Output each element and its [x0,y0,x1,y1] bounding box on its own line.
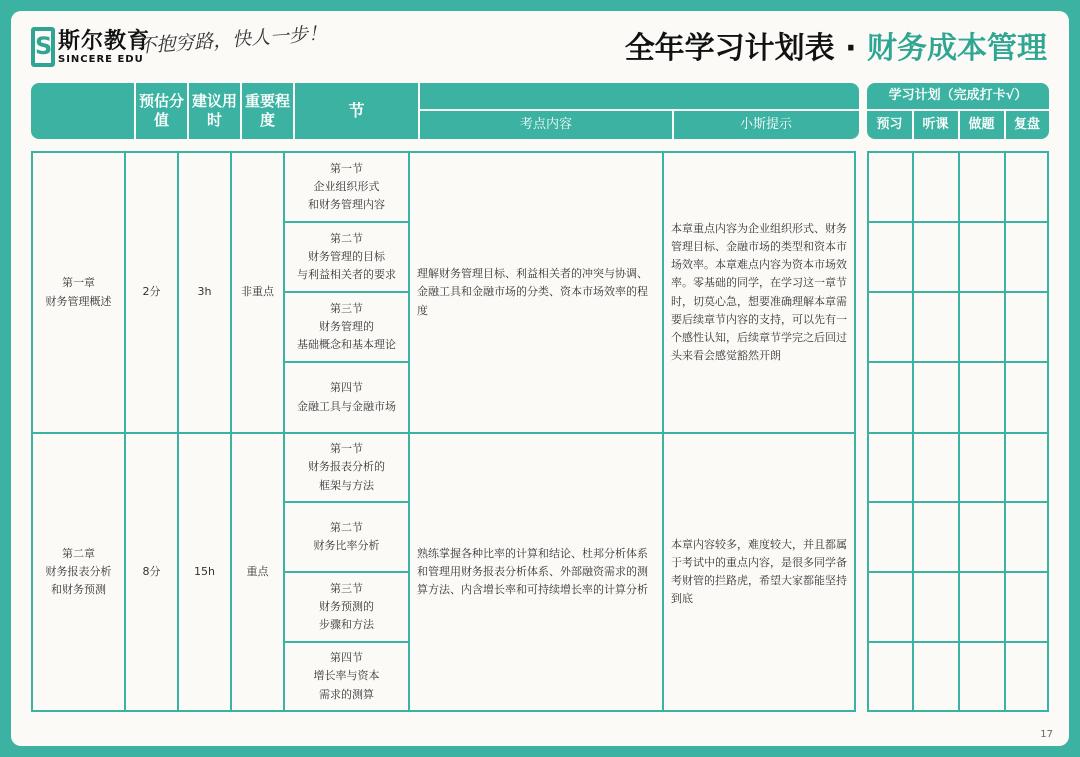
header-points: 考点内容 [519,116,572,132]
plan-checkbox-review[interactable] [1006,293,1047,361]
plan-checkbox-exercise[interactable] [960,643,1004,710]
logo-mark: S [31,27,55,67]
section-item: 第一节 企业组织形式 和财务管理内容 [308,161,385,212]
chapter-points: 熟练掌握各种比率的计算和结论、杜邦分析体系和管理用财务报表分析体系、外部融资需求的测算方法、内含增长率和可持续增长率的计算分析 [417,546,648,597]
plan-checkbox-review[interactable] [1006,573,1047,641]
table-header [31,83,859,139]
plan-checkbox-review[interactable] [1006,643,1047,710]
plan-checkbox-exercise[interactable] [960,153,1004,221]
plan-checkbox-lecture[interactable] [914,223,958,291]
plan-col-exercise: 做题 [968,116,995,132]
plan-checkbox-lecture[interactable] [914,643,958,710]
plan-checkbox-lecture[interactable] [914,293,958,361]
plan-checkbox-review[interactable] [1006,503,1047,571]
plan-checkbox-exercise[interactable] [960,363,1004,432]
header-score: 预估分值 [138,91,184,129]
brand-slogan: 不抱穷路，快人一步！ [136,22,328,58]
chapter-time: 3h [197,285,212,299]
header-tips: 小斯提示 [739,116,792,132]
section-item: 第三节 财务预测的 步骤和方法 [319,581,374,632]
chapter-importance: 非重点 [241,285,274,299]
plan-checkbox-review[interactable] [1006,434,1047,501]
plan-col-lecture: 听课 [922,116,949,132]
page-number: 17 [1040,729,1053,740]
plan-checkbox-preview[interactable] [869,503,912,571]
section-item: 第二节 财务比率分析 [313,520,380,552]
plan-checkbox-preview[interactable] [869,293,912,361]
plan-checkbox-exercise[interactable] [960,434,1004,501]
chapter-name: 第二章 财务报表分析 和财务预测 [45,546,112,597]
plan-checkbox-exercise[interactable] [960,293,1004,361]
plan-checkbox-preview[interactable] [869,434,912,501]
title-main: 全年学习计划表 [624,31,835,66]
chapter-points: 理解财务管理目标、利益相关者的冲突与协调、金融工具和金融市场的分类、资本市场效率的程度 [417,267,648,317]
plan-checkbox-lecture[interactable] [914,153,958,221]
plan-checkbox-lecture[interactable] [914,573,958,641]
brand-logo [31,24,151,70]
plan-checkbox-preview[interactable] [869,363,912,432]
plan-checkbox-lecture[interactable] [914,503,958,571]
plan-title: 学习计划（完成打卡√） [888,87,1028,103]
chapter-tips: 本章重点内容为企业组织形式、财务管理目标、金融市场的类型和资本市场效率。本章难点内容为资本市场效率。零基础的同学，在学习这一章节时，切莫心急，想要准确理解本章需要后续章节内容的支持，可以先有一个感性认知，后续章节学完之后回过头来看会感觉豁然开朗 [671,221,847,362]
header-time: 建议用时 [191,91,237,129]
plan-checkbox-preview[interactable] [869,223,912,291]
header-section: 节 [348,100,365,120]
chapter-name: 第一章 财务管理概述 [45,276,112,308]
plan-checkbox-lecture[interactable] [914,434,958,501]
plan-checkbox-exercise[interactable] [960,573,1004,641]
section-item: 第四节 增长率与资本 需求的测算 [313,651,380,701]
study-plan-page [11,11,1069,746]
plan-checkbox-lecture[interactable] [914,363,958,432]
plan-checkbox-exercise[interactable] [960,223,1004,291]
title-separator: · [845,31,857,66]
brand-name: 斯尔教育 [58,29,151,54]
chapter-time: 15h [194,564,215,578]
plan-checkbox-preview[interactable] [869,643,912,710]
chapter-importance: 重点 [246,564,269,578]
plan-checkbox-exercise[interactable] [960,503,1004,571]
chapter-score: 8分 [142,564,161,578]
plan-checkbox-preview[interactable] [869,153,912,221]
header-importance: 重要程度 [244,91,290,129]
plan-checkbox-review[interactable] [1006,363,1047,432]
section-item: 第四节 金融工具与金融市场 [297,381,396,413]
section-item: 第一节 财务报表分析的 框架与方法 [308,442,385,492]
brand-english: SINCERE EDU [58,54,144,65]
plan-checkbox-preview[interactable] [869,573,912,641]
chapter-tips: 本章内容较多，难度较大，并且都属于考试中的重点内容，是很多同学备考财管的拦路虎，希望大家都能坚持到底 [671,537,847,606]
plan-checkbox-review[interactable] [1006,223,1047,291]
page-title [625,23,1047,67]
section-item: 第二节 财务管理的目标 与利益相关者的要求 [297,231,396,282]
title-subject: 财务成本管理 [867,31,1047,66]
plan-checkbox-review[interactable] [1006,153,1047,221]
chapter-score: 2分 [142,285,161,299]
plan-header [867,83,1049,139]
plan-col-preview: 预习 [876,116,903,132]
section-item: 第三节 财务管理的 基础概念和基本理论 [297,301,396,352]
plan-col-review: 复盘 [1013,116,1040,132]
